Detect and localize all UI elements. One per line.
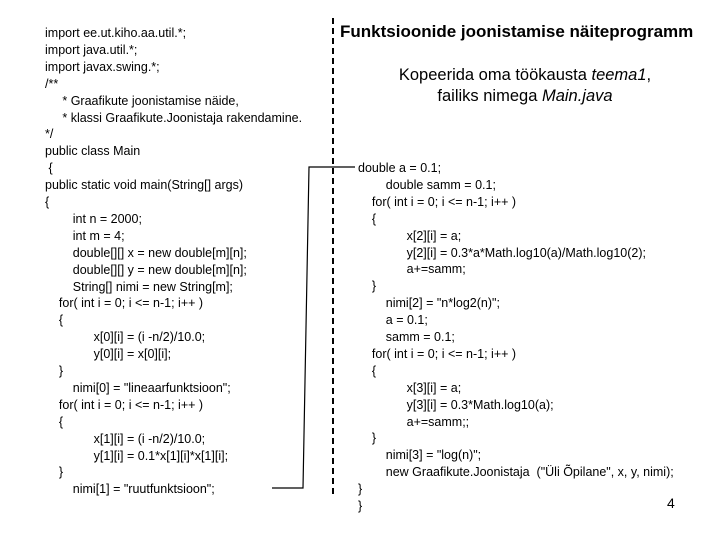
code-line: for( int i = 0; i <= n-1; i++ ) (45, 296, 204, 311)
instruction-text-1: Kopeerida oma töökausta (398, 66, 592, 84)
code-line: for( int i = 0; i <= n-1; i++ ) (358, 346, 517, 361)
code-line: x[0][i] = (i -n/2)/10.0; (45, 330, 206, 345)
code-line: y[0][i] = x[0][i]; (45, 347, 172, 362)
code-line: y[2][i] = 0.3*a*Math.log10(a)/Math.log10(2); (358, 245, 646, 260)
code-line: int n = 2000; (45, 211, 142, 226)
code-line: double samm = 0.1; (358, 177, 496, 192)
code-line: String[] nimi = new String[m]; (45, 279, 233, 294)
code-line: nimi[0] = "lineaarfunktsioon"; (45, 380, 231, 395)
file-name: Main.java (541, 87, 613, 105)
code-line: { (45, 161, 53, 176)
code-line: y[3][i] = 0.3*Math.log10(a); (358, 397, 554, 412)
code-line: for( int i = 0; i <= n-1; i++ ) (358, 194, 517, 209)
code-line: a+=samm; (358, 262, 466, 277)
code-line: */ (45, 127, 54, 142)
code-line: } (358, 431, 377, 446)
code-line: } (45, 465, 64, 480)
code-line: * klassi Graafikute.Joonistaja rakendamine. (45, 110, 303, 125)
code-line: } (358, 279, 377, 294)
code-line: import ee.ut.kiho.aa.util.*; (45, 26, 187, 40)
code-line: import javax.swing.*; (45, 59, 160, 74)
code-line: double[][] y = new double[m][n]; (45, 262, 247, 277)
code-line: a = 0.1; (358, 313, 428, 328)
code-line: double[][] x = new double[m][n]; (45, 245, 247, 260)
code-line: } (45, 364, 64, 378)
code-line: double a = 0.1; (358, 161, 442, 175)
instruction-comma: , (646, 66, 652, 84)
code-line: } (358, 499, 363, 513)
code-line: } (358, 482, 363, 497)
folder-name: teema1 (591, 66, 647, 84)
slide-title: Funktsioonide joonistamise näiteprogramm (340, 22, 694, 41)
code-line: x[3][i] = a; (358, 380, 462, 395)
code-line: int m = 4; (45, 228, 125, 243)
code-line: { (45, 195, 50, 209)
instruction-text-2: failiks nimega (437, 87, 542, 105)
code-line: for( int i = 0; i <= n-1; i++ ) (45, 397, 204, 412)
code-line: new Graafikute.Joonistaja ("Üli Õpilane", x, y, nimi); (358, 465, 674, 480)
code-line: /** (45, 76, 59, 91)
code-line: samm = 0.1; (358, 330, 455, 344)
code-line: x[2][i] = a; (358, 228, 462, 243)
code-line: nimi[3] = "log(n)"; (358, 448, 482, 463)
code-line: { (45, 313, 64, 328)
code-line: x[1][i] = (i -n/2)/10.0; (45, 431, 206, 446)
code-line: public static void main(String[] args) (45, 178, 243, 193)
page-number: 4 (667, 495, 675, 511)
code-line: { (358, 211, 377, 226)
code-line: nimi[1] = "ruutfunktsioon"; (45, 482, 215, 497)
code-line: y[1][i] = 0.1*x[1][i]*x[1][i]; (45, 448, 229, 463)
code-line: { (358, 363, 377, 378)
code-line: import java.util.*; (45, 42, 138, 57)
code-line: * Graafikute joonistamise näide, (45, 93, 239, 108)
code-line: nimi[2] = "n*log2(n)"; (358, 296, 500, 311)
code-line: public class Main (45, 144, 141, 159)
code-line: a+=samm;; (358, 414, 470, 429)
code-line: { (45, 414, 64, 429)
